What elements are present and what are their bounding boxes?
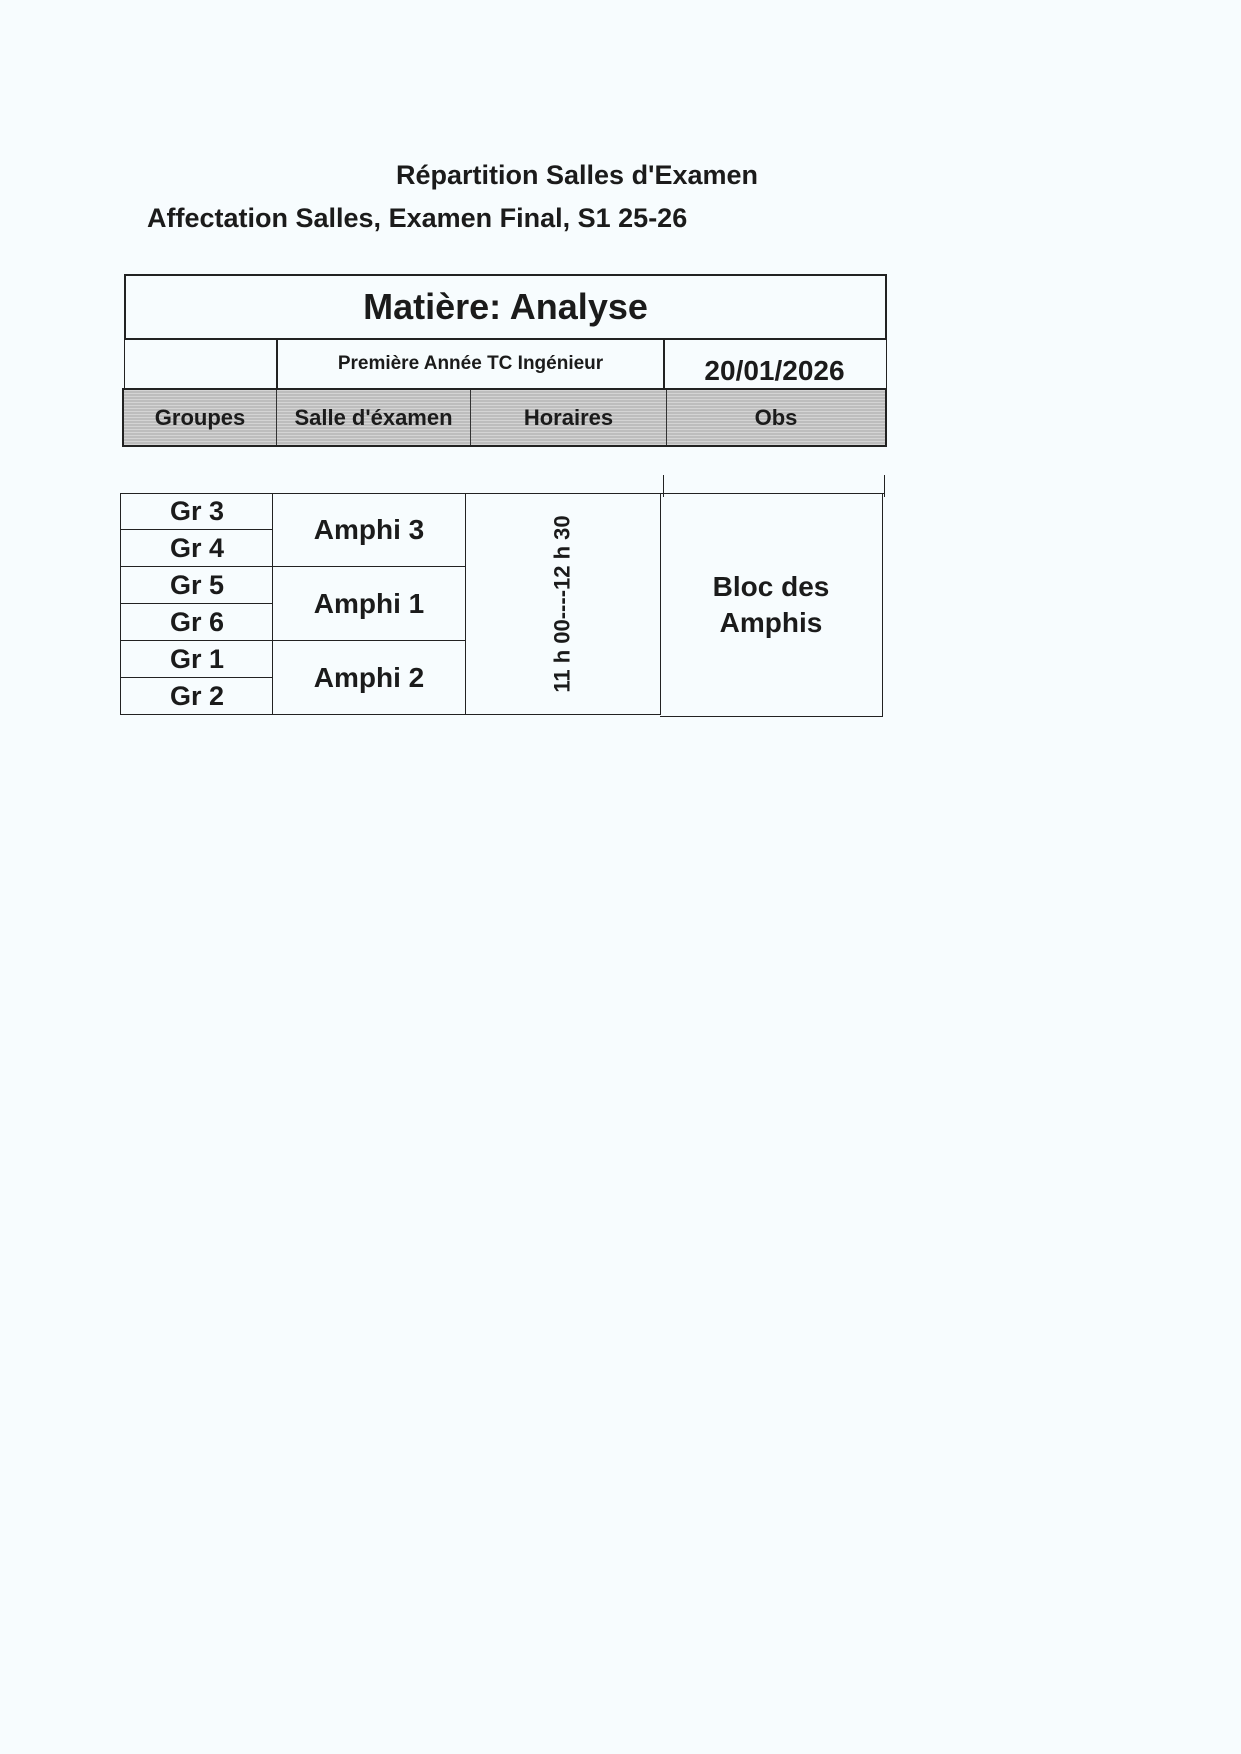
room-cell: Amphi 1 [272,567,466,641]
obs-line: Bloc des [712,570,830,602]
document-title: Répartition Salles d'Examen [396,160,759,190]
obs-line: Amphis [719,606,823,638]
date-cell: 20/01/2026 [663,338,887,390]
group-cell: Gr 6 [120,604,273,641]
header-room: Salle d'éxamen [277,390,471,445]
level-cell: Première Année TC Ingénieur [276,338,665,390]
obs-cell [660,493,883,717]
group-cell: Gr 2 [120,678,273,715]
room-cell: Amphi 2 [272,641,466,715]
group-cell: Gr 1 [120,641,273,678]
table-header-row [122,388,887,447]
header-groups: Groupes [124,390,277,445]
info-empty-cell [124,338,277,390]
group-cell: Gr 3 [120,493,273,530]
info-row [124,338,887,390]
subject-banner: Matière: Analyse [124,274,887,340]
document-subtitle: Affectation Salles, Examen Final, S1 25-26 [147,203,688,233]
schedule-text: 11 h 00----12 h 30 [549,514,575,693]
group-cell: Gr 5 [120,567,273,604]
assignment-table [120,493,885,716]
group-cell: Gr 4 [120,530,273,567]
header-schedule: Horaires [471,390,667,445]
room-cell: Amphi 3 [272,493,466,567]
schedule-cell [465,493,661,715]
header-obs: Obs [754,404,798,430]
